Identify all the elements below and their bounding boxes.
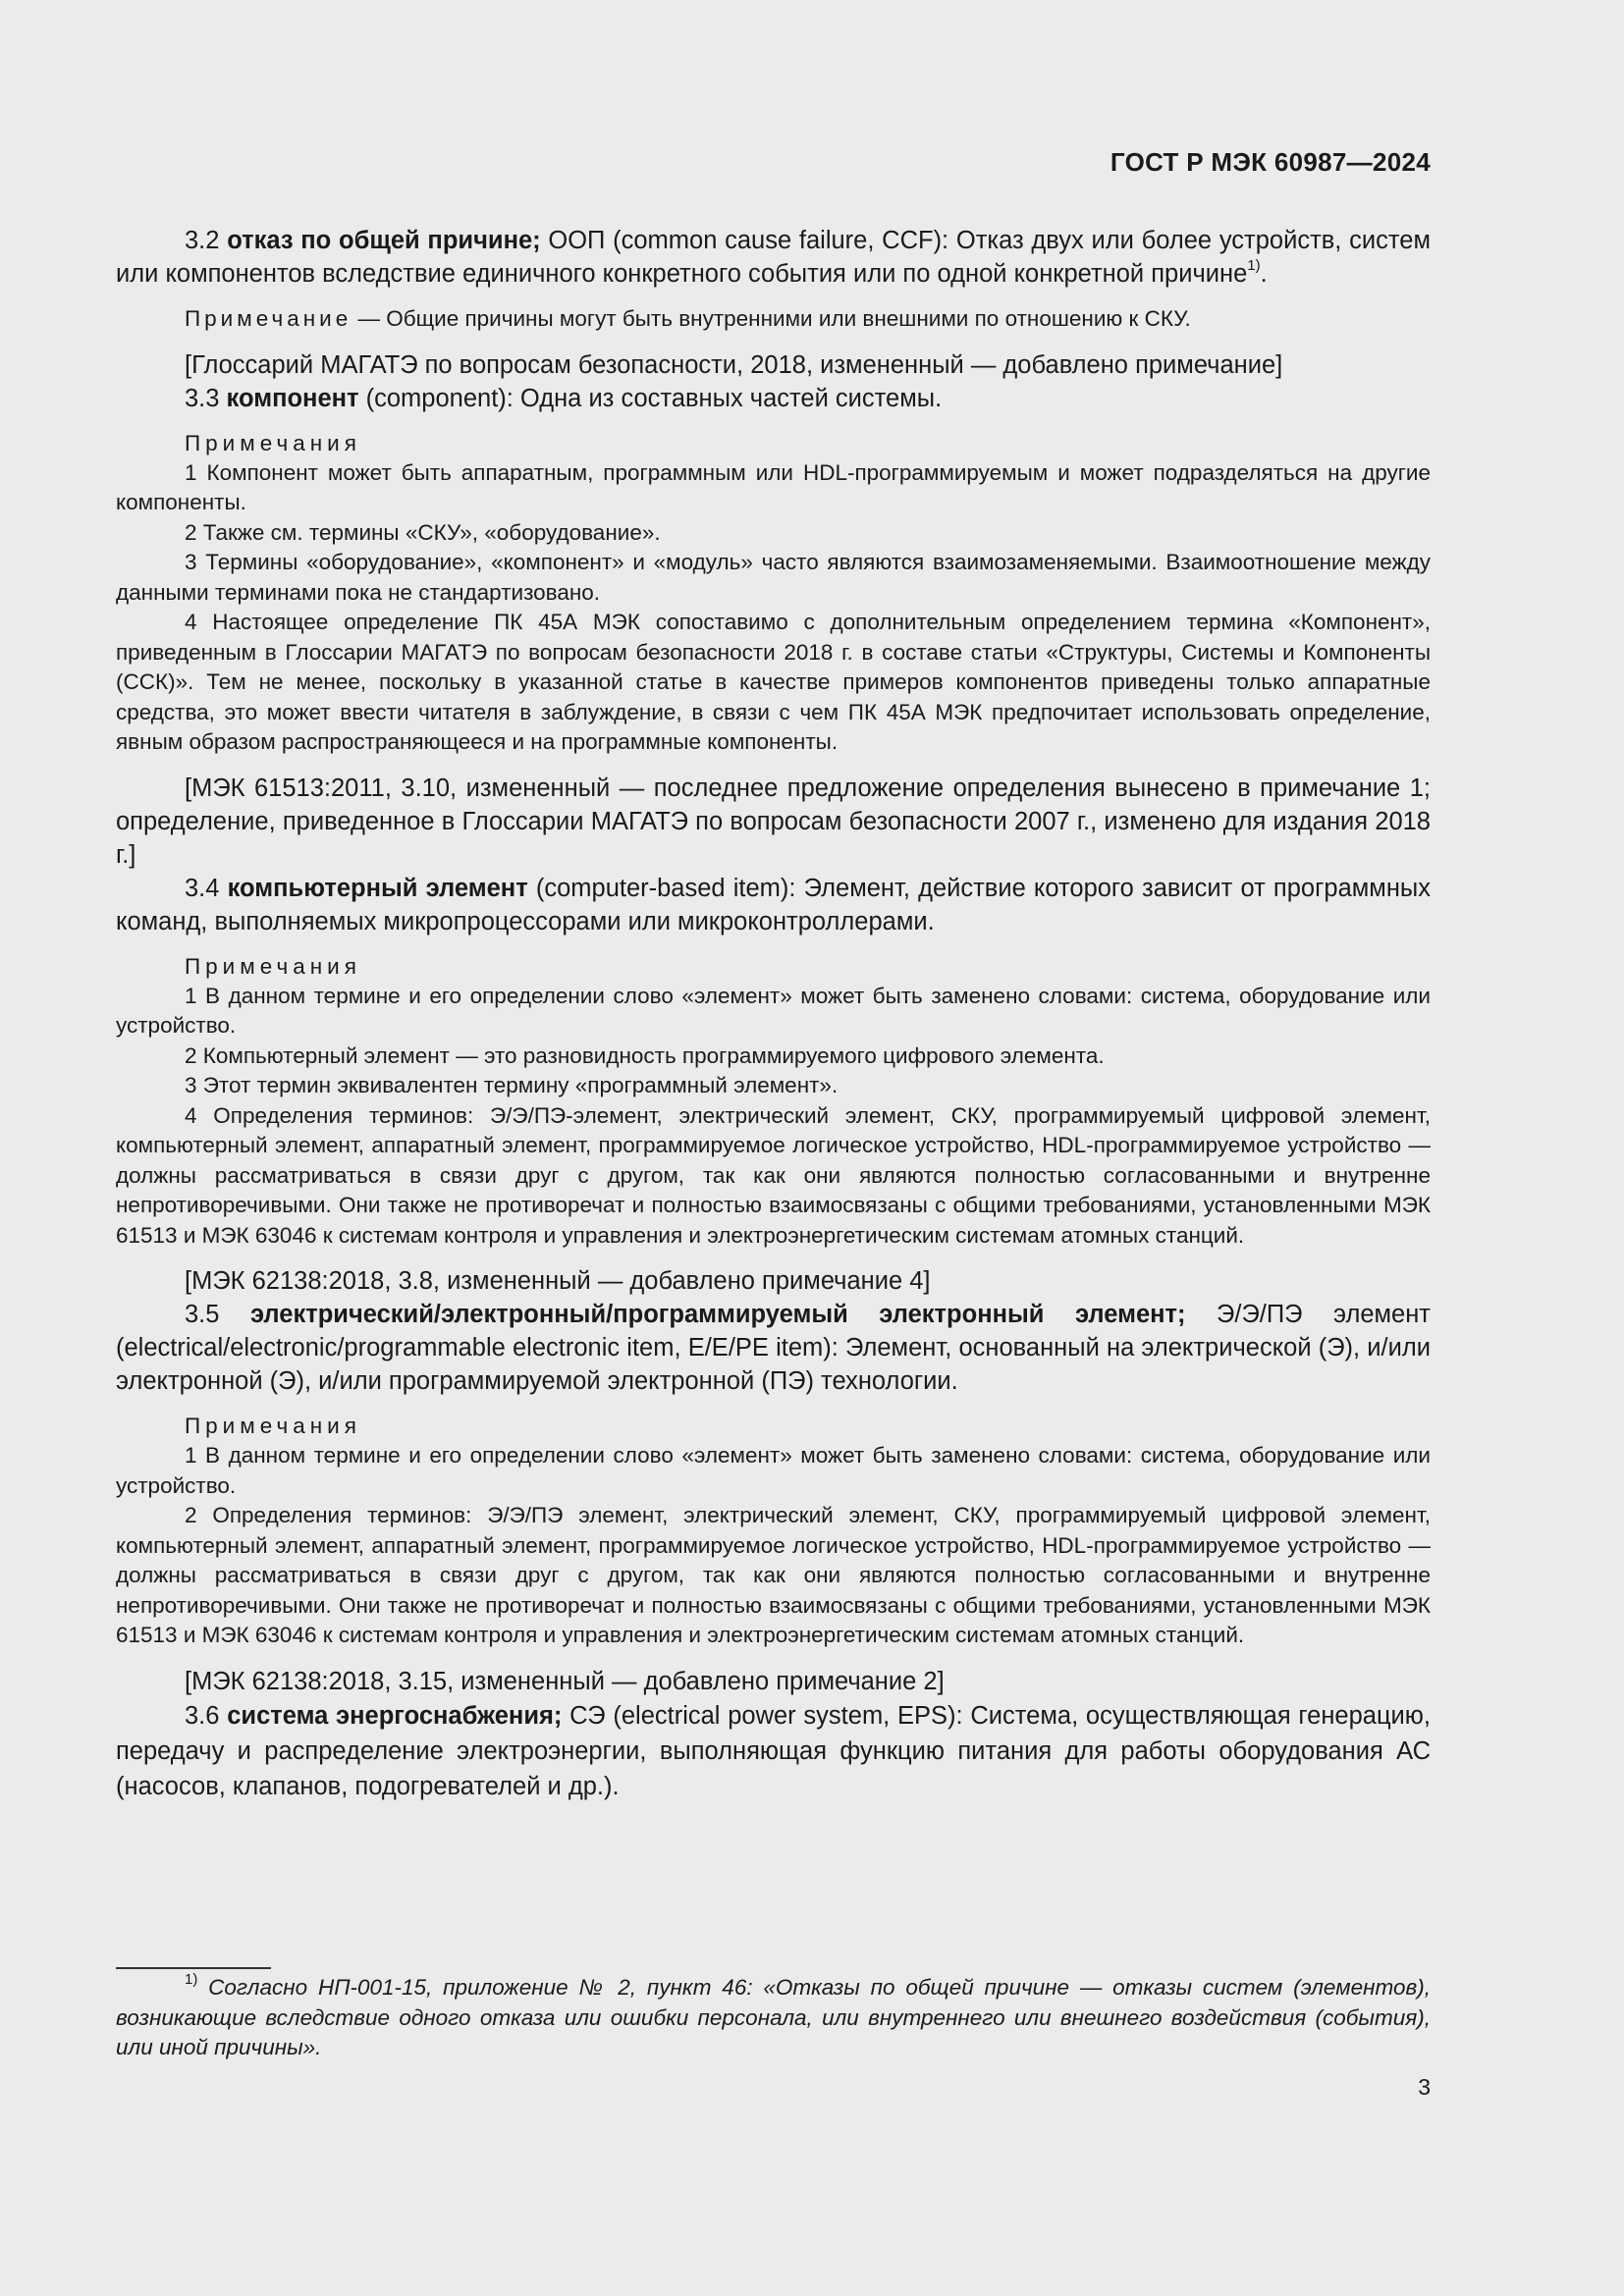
footnote-text: Согласно НП-001-15, приложение № 2, пункт 46: «Отказы по общей причине — отказы систем (элементов), возникающие вследствие одного отказа или ошибки персонала, или внутреннего или внешнего воздействия (события), или иной причины». [116, 1975, 1431, 2059]
term-definition: Э/Э/ПЭ элемент (electrical/electronic/programmable electronic item, E/E/PE item): Элемент, основанный на электрической (Э), и/или электронной (Э), и/или программируемой электронной (ПЭ) технологии. [116, 1301, 1431, 1395]
note-item: 3 Термины «оборудование», «компонент» и «модуль» часто являются взаимозаменяемыми. Взаимоотношение между данными терминами пока не стандартизовано. [116, 550, 1431, 605]
notes-heading: Примечания [185, 430, 361, 455]
note-item: 1 В данном термине и его определении слово «элемент» может быть заменено словами: система, оборудование или устройство. [116, 1443, 1431, 1498]
note-item: 1 В данном термине и его определении слово «элемент» может быть заменено словами: система, оборудование или устройство. [116, 983, 1431, 1038]
term-number: 3.2 [185, 227, 220, 254]
term-name: компьютерный элемент [227, 874, 528, 902]
footnote [116, 1970, 1431, 2063]
document-body [116, 224, 1431, 1804]
note-item: 1 Компонент может быть аппаратным, программным или HDL-программируемым и может подразделяться на другие компоненты. [116, 459, 1431, 514]
term-definition: (component): Одна из составных частей системы. [358, 384, 943, 412]
term-3-6 [116, 1698, 1431, 1804]
note-item: 4 Настоящее определение ПК 45А МЭК сопоставимо с дополнительным определением термина «Компонент», приведенным в Глоссарии МАГАТЭ по вопросам безопасности 2018 г. в составе статьи «Структуры, Системы и Компоненты (ССК)». Тем не менее, поскольку в указанной статье в качестве примеров компонентов приведены только аппаратные средства, это может ввести читателя в заблуждение, в связи с чем ПК 45А МЭК предпочитает использовать определение, явным образом распространяющееся и на программные компоненты. [116, 610, 1431, 754]
note-label: Примечание [185, 306, 352, 331]
document-header: ГОСТ Р МЭК 60987—2024 [1110, 147, 1431, 177]
term-definition: (computer-based item): Элемент, действие которого зависит от программных команд, выполняемых микропроцессорами или микроконтроллерами. [116, 874, 1431, 935]
term-3-5 [116, 1298, 1431, 1398]
note-item: 2 Также см. термины «СКУ», «оборудование». [185, 519, 661, 545]
notes-heading: Примечания [185, 1414, 361, 1438]
page-number: 3 [1418, 2074, 1431, 2100]
term-name: электрический/электронный/программируемый электронный элемент; [249, 1301, 1186, 1328]
term-definition: ООП (common cause failure, CCF): Отказ двух или более устройств, систем или компонентов вследствие единичного конкретного события или по одной конкретной причине [116, 227, 1431, 288]
term-number: 3.4 [185, 874, 220, 902]
notes-heading: Примечания [185, 953, 361, 979]
source-ref: [Глоссарий МАГАТЭ по вопросам безопасности, 2018, измененный — добавлено примечание] [185, 350, 1283, 379]
term-number: 3.6 [185, 1701, 220, 1730]
note-item: 4 Определения терминов: Э/Э/ПЭ-элемент, электрический элемент, СКУ, программируемый цифровой элемент, компьютерный элемент, аппаратный элемент, программируемое логическое устройство, HDL-программируемое устройство — должны рассматриваться в связи друг с другом, так как они являются полностью согласованными и внутренне непротиворечивыми. Они также не противоречат и полностью взаимосвязаны с общими требованиями, установленными МЭК 61513 и МЭК 63046 к системам контроля и управления и электроэнергетическим системам атомных станций. [116, 1102, 1431, 1248]
source-ref: [МЭК 62138:2018, 3.15, измененный — добавлено примечание 2] [185, 1667, 945, 1695]
term-number: 3.5 [185, 1301, 220, 1328]
footnote-mark: 1) [185, 1970, 198, 1988]
term-3-4 [116, 872, 1431, 938]
term-definition: СЭ (electrical power system, EPS): Система, осуществляющая генерацию, передачу и распределение электроэнергии, выполняющая функцию питания для работы оборудования АС (насосов, клапанов, подогревателей и др.). [116, 1701, 1432, 1800]
note-item: 2 Определения терминов: Э/Э/ПЭ элемент, электрический элемент, СКУ, программируемый цифровой элемент, компьютерный элемент, аппаратный элемент, программируемое логическое устройство, HDL-программируемое устройство — должны рассматриваться в связи друг с другом, так как они являются полностью согласованными и внутренне непротиворечивыми. Они также не противоречат и полностью взаимосвязаны с общими требованиями, установленными МЭК 61513 и МЭК 63046 к системам контроля и управления и электроэнергетическим системам атомных станций. [116, 1503, 1431, 1647]
note-item: 2 Компьютерный элемент — это разновидность программируемого цифрового элемента. [185, 1042, 1105, 1068]
footnote-separator [116, 1967, 271, 1969]
term-name: отказ по общей причине; [227, 227, 541, 254]
term-name: система энергоснабжения; [227, 1701, 563, 1730]
term-3-3 [116, 382, 1431, 415]
term-name: компонент [226, 384, 359, 412]
term-number: 3.3 [185, 384, 220, 412]
source-ref: [МЭК 61513:2011, 3.10, измененный — последнее предложение определения вынесено в примечание 1; определение, приведенное в Глоссарии МАГАТЭ по вопросам безопасности 2007 г., изменено для издания 2018 г.] [116, 774, 1431, 869]
source-ref: [МЭК 62138:2018, 3.8, измененный — добавлено примечание 4] [185, 1267, 931, 1295]
footnote-ref: 1) [1247, 256, 1261, 274]
note-text: — Общие причины могут быть внутренними или внешними по отношению к СКУ. [352, 306, 1191, 331]
note-item: 3 Этот термин эквивалентен термину «программный элемент». [185, 1073, 839, 1097]
term-3-2: 3.2 отказ по общей причине; ООП (common cause failure, CCF): Отказ двух или более устройств, систем или компонентов вследствие единичного конкретного события или по одной конкретной причине$^{1)}$. [116, 227, 1431, 288]
note [116, 304, 1431, 335]
